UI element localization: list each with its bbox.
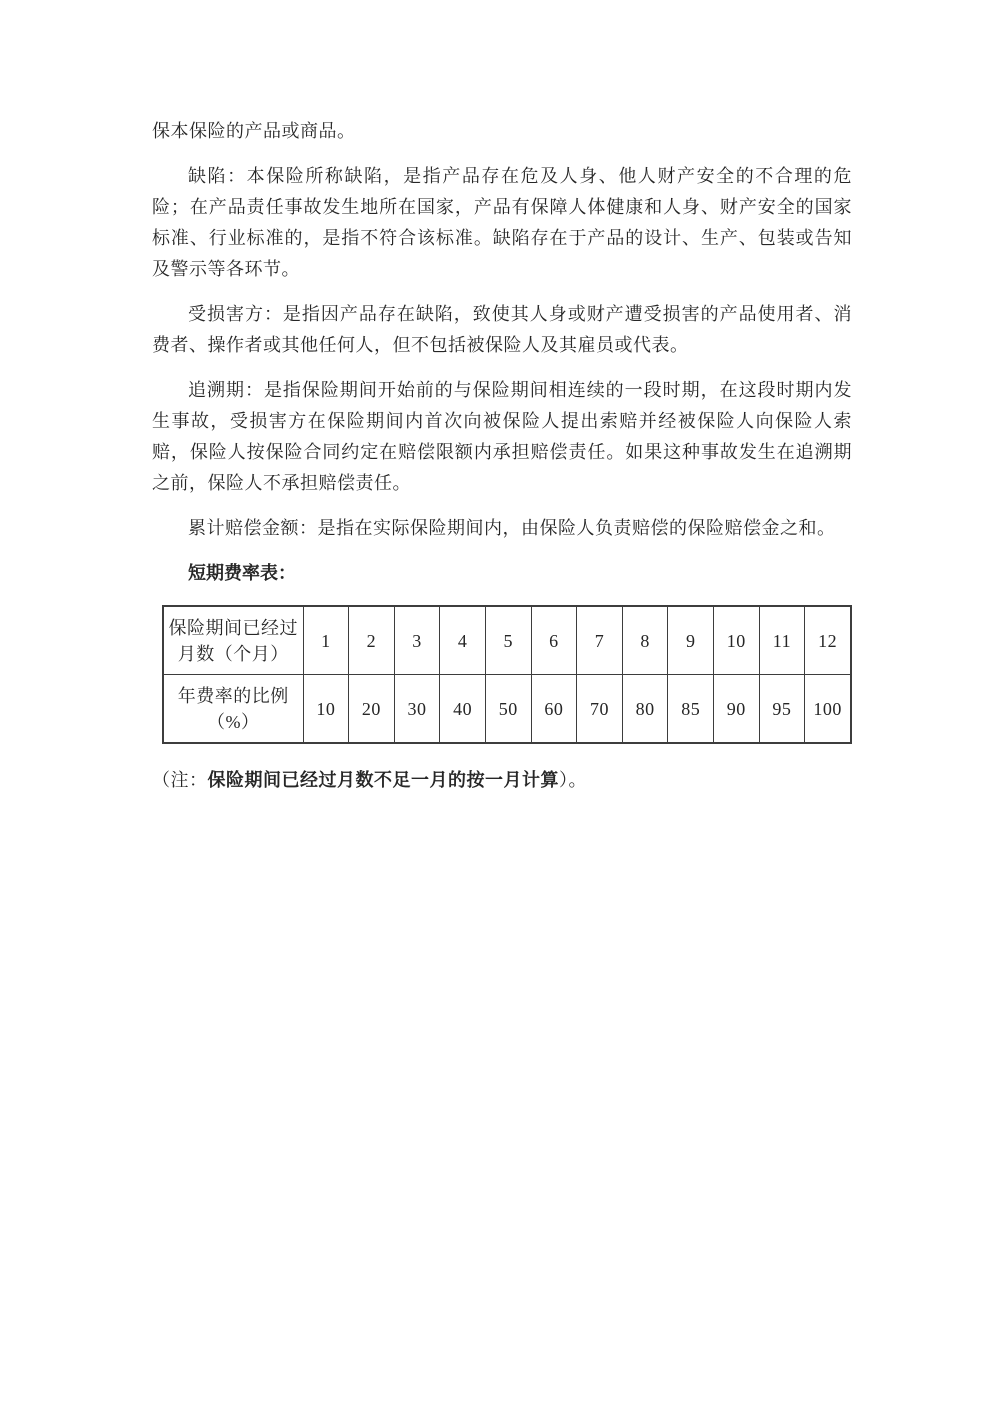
month-value: 3 [394, 606, 440, 675]
rate-value: 90 [714, 675, 760, 744]
month-value: 12 [805, 606, 851, 675]
rate-value: 70 [577, 675, 623, 744]
rate-value: 40 [440, 675, 486, 744]
note-suffix: ）。 [559, 770, 587, 790]
rate-value: 30 [394, 675, 440, 744]
paragraph-cumulative-compensation-definition: 累计赔偿金额：是指在实际保险期间内，由保险人负责赔偿的保险赔偿金之和。 [188, 518, 836, 538]
month-value: 7 [577, 606, 623, 675]
table-note [152, 765, 852, 796]
month-value: 5 [485, 606, 531, 675]
note-bold-text: 保险期间已经过月数不足一月的按一月计算 [207, 770, 559, 790]
row-label-annual-rate-ratio: 年费率的比例（%） [163, 675, 303, 744]
month-value: 11 [759, 606, 805, 675]
note-prefix: （注： [152, 770, 208, 790]
month-value: 8 [622, 606, 668, 675]
rate-value: 20 [349, 675, 395, 744]
rate-value: 85 [668, 675, 714, 744]
paragraph-retroactive-period-definition: 追溯期：是指保险期间开始前的与保险期间相连续的一段时期，在这段时期内发生事故，受损害方在保险期间内首次向被保险人提出索赔并经被保险人向保险人索赔，保险人按保险合同约定在赔偿限额内承担赔偿责任。如果这种事故发生在追溯期之前，保险人不承担赔偿责任。 [152, 380, 852, 493]
short-term-rate-table [162, 605, 852, 744]
month-value: 10 [714, 606, 760, 675]
rate-value: 100 [805, 675, 851, 744]
rate-value: 80 [622, 675, 668, 744]
rate-table-title: 短期费率表： [188, 563, 296, 583]
month-value: 6 [531, 606, 577, 675]
rate-value: 50 [485, 675, 531, 744]
table-row-months [163, 606, 851, 675]
month-value: 2 [349, 606, 395, 675]
month-value: 1 [303, 606, 349, 675]
paragraph-injured-party-definition: 受损害方：是指因产品存在缺陷，致使其人身或财产遭受损害的产品使用者、消费者、操作者或其他任何人，但不包括被保险人及其雇员或代表。 [152, 304, 852, 355]
rate-value: 95 [759, 675, 805, 744]
month-value: 4 [440, 606, 486, 675]
table-row-rate-percentage [163, 675, 851, 744]
rate-value: 60 [531, 675, 577, 744]
rate-value: 10 [303, 675, 349, 744]
paragraph-intro: 保本保险的产品或商品。 [152, 121, 356, 141]
month-value: 9 [668, 606, 714, 675]
paragraph-defect-definition: 缺陷：本保险所称缺陷，是指产品存在危及人身、他人财产安全的不合理的危险；在产品责任事故发生地所在国家，产品有保障人体健康和人身、财产安全的国家标准、行业标准的，是指不符合该标准。缺陷存在于产品的设计、生产、包装或告知及警示等各环节。 [152, 166, 852, 279]
row-label-months-elapsed: 保险期间已经过月数（个月） [163, 606, 303, 675]
